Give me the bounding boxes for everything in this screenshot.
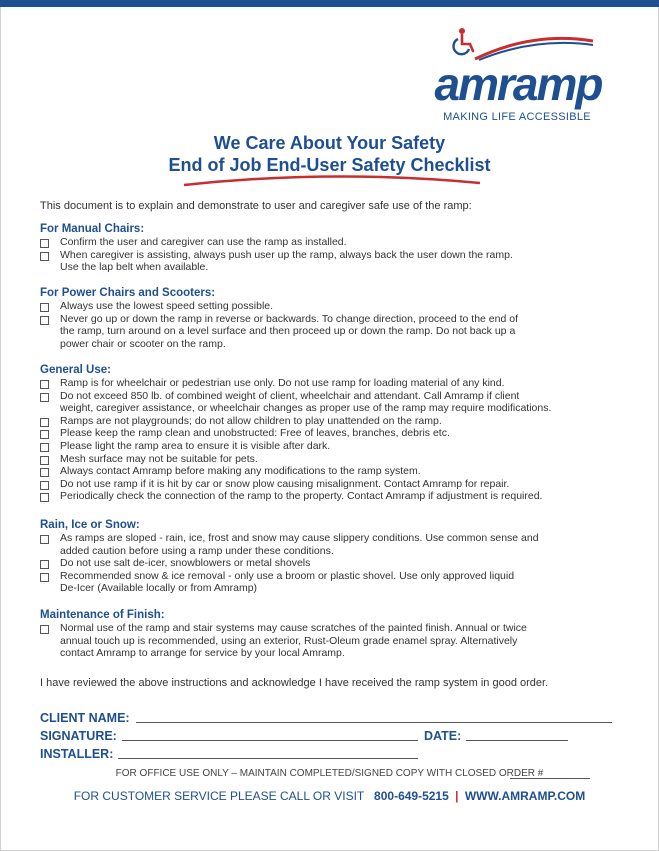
logo-wordmark: amramp (434, 58, 602, 110)
order-number-field[interactable] (510, 778, 590, 779)
section-power-chairs (40, 287, 600, 350)
acknowledgement-text: I have reviewed the above instructions and acknowledge I have received the ramp system in good order. (40, 677, 549, 689)
installer-label: INSTALLER: (40, 747, 114, 761)
checkbox[interactable] (40, 468, 49, 477)
checkbox[interactable] (40, 239, 49, 248)
top-accent-bar (0, 0, 659, 7)
section-heading: General Use: (40, 364, 111, 376)
checklist-item: When caregiver is assisting, always push user up the ramp, always back the user down the ramp. Use the lap belt when available. (40, 249, 600, 274)
section-heading: For Power Chairs and Scooters: (40, 287, 216, 299)
checkbox[interactable] (40, 493, 49, 502)
checklist-item: Always contact Amramp before making any modifications to the ramp system. (40, 465, 600, 478)
date-field[interactable] (466, 740, 568, 741)
signature-label: SIGNATURE: (40, 729, 117, 743)
checkbox[interactable] (40, 316, 49, 325)
checklist-item: Never go up or down the ramp in reverse or backwards. To change direction, proceed to the end of the ramp, turn around on a level surface and then proceed up or down the ramp. Do not back up a power chair or scooter on the ramp. (40, 313, 600, 351)
checklist-item: Periodically check the connection of the ramp to the property. Contact Amramp if adjustment is required. (40, 490, 600, 503)
checklist-item: Mesh surface may not be suitable for pets. (40, 453, 600, 466)
checklist-item: Do not use salt de-icer, snowblowers or metal shovels (40, 557, 600, 570)
logo-tagline: MAKING LIFE ACCESSIBLE (443, 111, 591, 123)
footer-website-link[interactable]: WWW.AMRAMP.COM (464, 789, 586, 803)
checklist-item: Please light the ramp area to ensure it is visible after dark. (40, 440, 600, 453)
installer-field[interactable] (118, 758, 418, 759)
checkbox[interactable] (40, 573, 49, 582)
checkbox[interactable] (40, 456, 49, 465)
checkbox[interactable] (40, 430, 49, 439)
checklist-item: Confirm the user and caregiver can use the ramp as installed. (40, 236, 600, 249)
checkbox[interactable] (40, 625, 49, 634)
document-title (0, 132, 659, 176)
section-manual-chairs (40, 223, 600, 274)
checklist-item: As ramps are sloped - rain, ice, frost and snow may cause slippery conditions. Use common sense and added caution before using a ramp under these conditions. (40, 532, 600, 557)
checklist-item: Ramp is for wheelchair or pedestrian use only. Do not use ramp for loading material of any kind. (40, 377, 600, 390)
checklist-item: Do not exceed 850 lb. of combined weight of client, wheelchair and attendant. Call Amramp if client weight, caregiver assistance, or wheelchair changes as proper use of the ramp may require modifications. (40, 390, 600, 415)
checklist-item: Ramps are not playgrounds; do not allow children to play unattended on the ramp. (40, 415, 600, 428)
checklist-item: Recommended snow & ice removal - only use a broom or plastic shovel. Use only approved liquid De-Icer (Available locally or from Amramp) (40, 570, 600, 595)
checkbox[interactable] (40, 535, 49, 544)
title-line-1: We Care About Your Safety (213, 133, 446, 153)
section-maintenance-of-finish (40, 609, 600, 660)
intro-text: This document is to explain and demonstrate to user and caregiver safe use of the ramp: (40, 200, 472, 212)
checkbox[interactable] (40, 418, 49, 427)
footer-prompt: FOR CUSTOMER SERVICE PLEASE CALL OR VISIT (73, 789, 365, 803)
customer-service-footer (0, 788, 659, 804)
signature-field[interactable] (122, 740, 418, 741)
date-label: DATE: (424, 729, 462, 743)
footer-separator: | (455, 789, 459, 803)
footer-phone[interactable]: 800-649-5215 (374, 789, 449, 803)
amramp-logo (427, 25, 607, 123)
office-use-note: FOR OFFICE USE ONLY – MAINTAIN COMPLETED/SIGNED COPY WITH CLOSED ORDER # (115, 768, 544, 779)
checklist-item: Please keep the ramp clean and unobstructed: Free of leaves, branches, debris etc. (40, 427, 600, 440)
section-general-use (40, 364, 600, 503)
section-heading: Rain, Ice or Snow: (40, 519, 140, 531)
section-heading: For Manual Chairs: (40, 223, 145, 235)
checkbox[interactable] (40, 443, 49, 452)
checkbox[interactable] (40, 252, 49, 261)
checkbox[interactable] (40, 481, 49, 490)
title-line-2: End of Job End-User Safety Checklist (168, 155, 491, 175)
checkbox[interactable] (40, 560, 49, 569)
client-name-label: CLIENT NAME: (40, 711, 130, 725)
checklist-item: Always use the lowest speed setting possible. (40, 300, 600, 313)
client-name-field[interactable] (136, 722, 612, 723)
section-heading: Maintenance of Finish: (40, 609, 165, 621)
checklist-item: Do not use ramp if it is hit by car or snow plow causing misalignment. Contact Amramp for repair. (40, 478, 600, 491)
checklist-item: Normal use of the ramp and stair systems may cause scratches of the painted finish. Annual or twice annual touch up is recommended, using an exterior, Rust-Oleum grade enamel spray. Alternatively contact Amramp to arrange for service by your local Amramp. (40, 622, 600, 660)
checkbox[interactable] (40, 380, 49, 389)
section-rain-ice-snow (40, 519, 600, 595)
checkbox[interactable] (40, 393, 49, 402)
checkbox[interactable] (40, 303, 49, 312)
title-swoosh (182, 173, 482, 187)
